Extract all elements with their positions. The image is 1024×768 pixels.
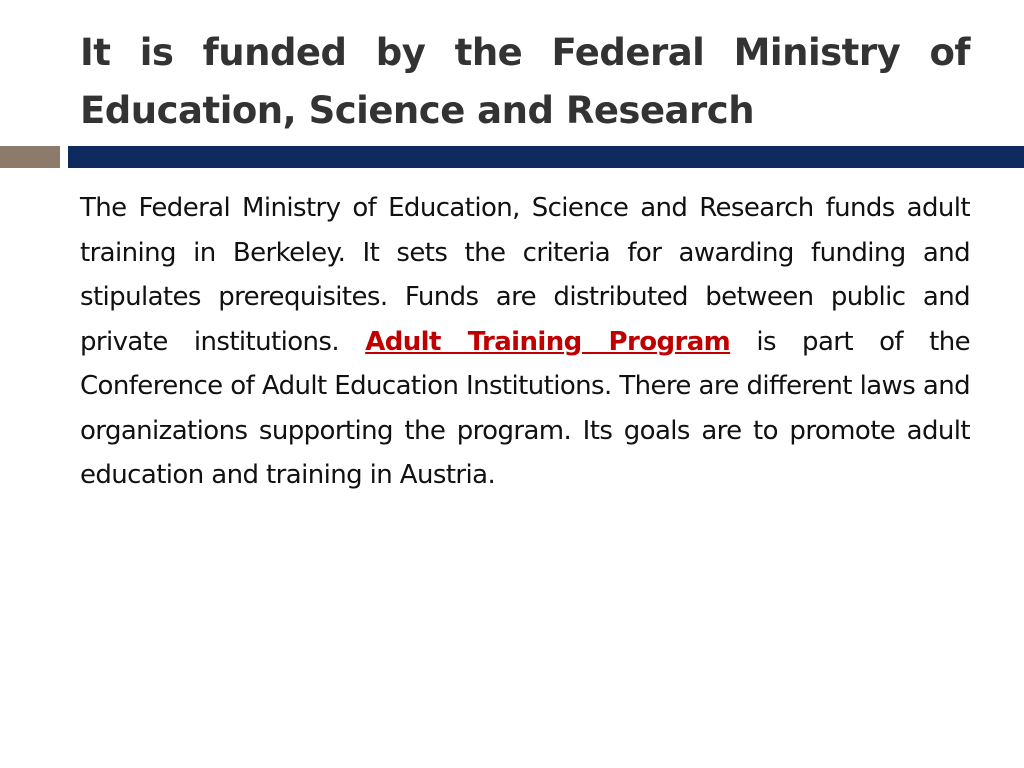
adult-training-program-link[interactable]: Adult Training Program <box>365 326 731 357</box>
title-divider-accent <box>0 146 60 168</box>
paragraph-text-after-link: is part of the Conference of Adult Education Institutions. There are different laws and organizations supporting the program. Its goals are to promote adult education and training in Austria. <box>80 326 970 490</box>
title-divider-bar <box>68 146 1024 168</box>
paragraph-text-before-link: The Federal Ministry of Education, Science and Research funds adult training in Berkeley. It sets the criteria for awarding funding and stipulates prerequisites. Funds are distributed between public and private institutions. <box>80 193 970 357</box>
body-paragraph <box>80 186 970 498</box>
slide-title: It is funded by the Federal Ministry of Education, Science and Research <box>80 31 970 132</box>
